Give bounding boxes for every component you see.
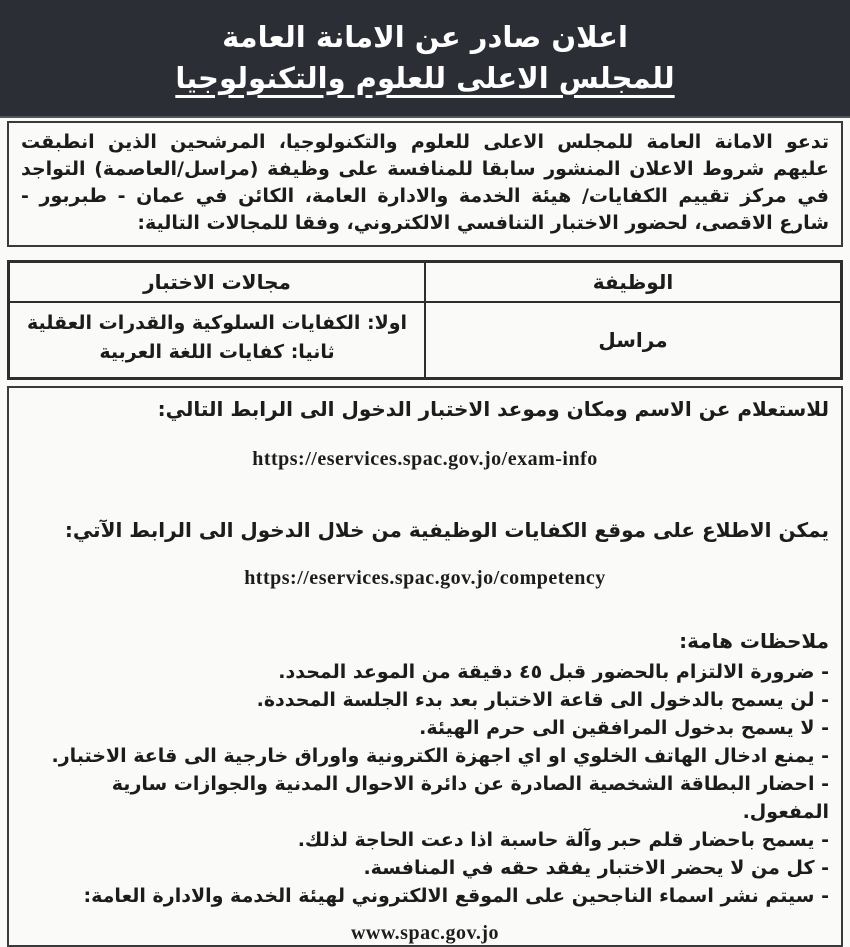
intro-section bbox=[7, 121, 843, 247]
exam-info-link-label: للاستعلام عن الاسم ومكان وموعد الاختبار الدخول الى الرابط التالي: bbox=[157, 397, 829, 421]
table-row bbox=[9, 302, 842, 379]
notes-heading: ملاحظات هامة: bbox=[679, 629, 829, 653]
note-item: - ضرورة الالتزام بالحضور قبل ٤٥ دقيقة من الموعد المحدد. bbox=[278, 661, 829, 683]
table-header-job: الوظيفة bbox=[425, 262, 842, 303]
note-item: - لا يسمح بدخول المرافقين الى حرم الهيئة. bbox=[419, 717, 829, 739]
exam-info-url: https://eservices.spac.gov.jo/exam-info bbox=[252, 448, 598, 470]
table-header-exam-fields: مجالات الاختبار bbox=[9, 262, 426, 303]
exam-fields-cell bbox=[9, 302, 426, 379]
intro-paragraph: تدعو الامانة العامة للمجلس الاعلى للعلوم والتكنولوجيا، المرشحين الذين انطبقت عليهم شروط الاعلان المنشور سابقا للمنافسة على وظيفة (مراسل/العاصمة) التواجد في مركز تقييم الكفايات/ هيئة الخدمة والادارة العامة، الكائن في عمان - طبربور - شارع الاقصى، لحضور الاختبار التنافسي الالكتروني، وفقا للمجالات التالية: bbox=[21, 131, 829, 234]
header-title-line1: اعلان صادر عن الامانة العامة bbox=[222, 19, 628, 54]
competency-url: https://eservices.spac.gov.jo/competency bbox=[244, 567, 606, 589]
note-item: - لن يسمح بالدخول الى قاعة الاختبار بعد بدء الجلسة المحددة. bbox=[256, 689, 829, 711]
details-section bbox=[7, 386, 843, 947]
note-item: - احضار البطاقة الشخصية الصادرة عن دائرة الاحوال المدنية والجوازات سارية المفعول. bbox=[111, 773, 829, 823]
note-item: - سيتم نشر اسماء الناجحين على الموقع الالكتروني لهيئة الخدمة والادارة العامة: bbox=[83, 885, 829, 907]
job-cell: مراسل bbox=[425, 302, 842, 379]
note-item: - يسمح باحضار قلم حبر وآلة حاسبة اذا دعت الحاجة لذلك. bbox=[297, 829, 829, 851]
job-exam-table bbox=[7, 260, 843, 380]
header-title-line2: للمجلس الاعلى للعلوم والتكنولوجيا bbox=[175, 60, 675, 95]
exam-field-line: اولا: الكفايات السلوكية والقدرات العقلية bbox=[26, 312, 408, 334]
competency-link-label: يمكن الاطلاع على موقع الكفايات الوظيفية من خلال الدخول الى الرابط الآتي: bbox=[64, 518, 829, 542]
announcement-header bbox=[0, 0, 850, 118]
note-item: - كل من لا يحضر الاختبار يفقد حقه في المنافسة. bbox=[363, 857, 829, 879]
website-url: www.spac.gov.jo bbox=[350, 922, 500, 944]
note-item: - يمنع ادخال الهاتف الخلوي او اي اجهزة الكترونية واوراق خارجية الى قاعة الاختبار. bbox=[51, 745, 829, 767]
table-header-row bbox=[9, 262, 842, 303]
exam-field-line: ثانيا: كفايات اللغة العربية bbox=[99, 341, 335, 363]
notes-list bbox=[21, 658, 829, 910]
